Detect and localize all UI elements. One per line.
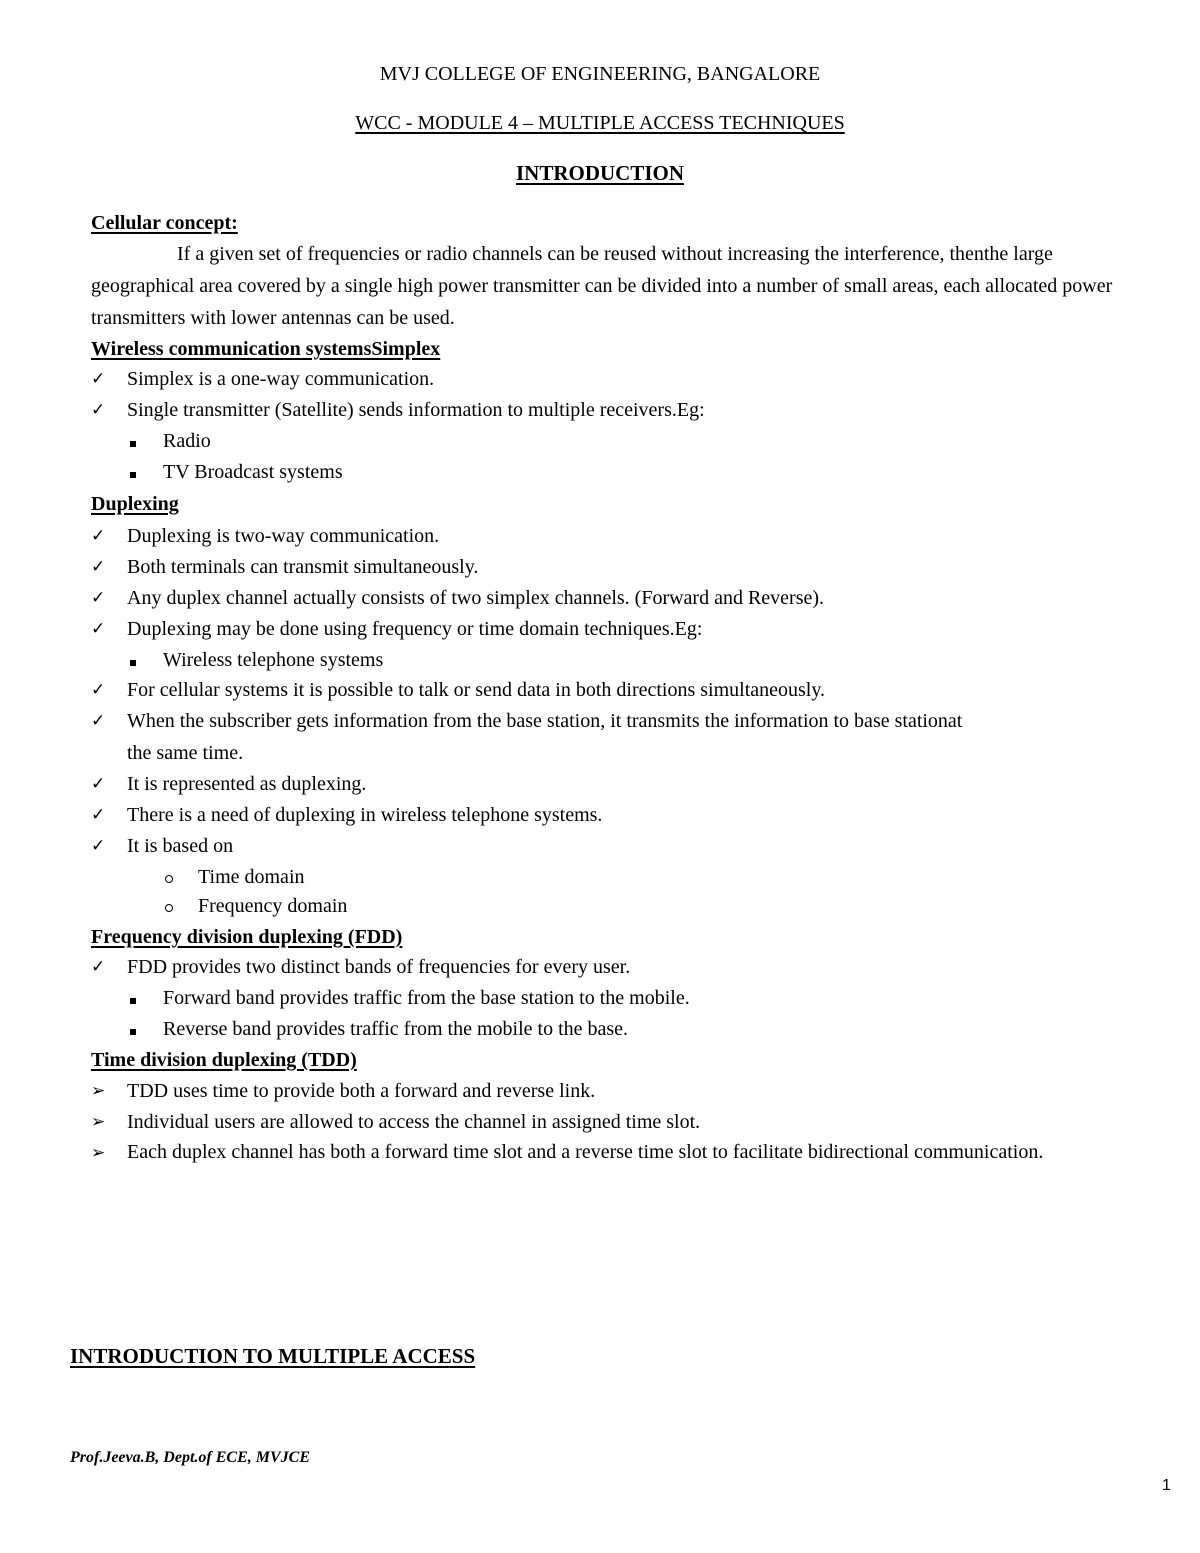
list-item-text: TV Broadcast systems [163, 461, 343, 483]
list-item-text: Any duplex channel actually consists of two simplex channels. (Forward and Reverse). [127, 587, 825, 609]
cellular-paragraph-text: If a given set of frequencies or radio channels can be reused without increasing the interference, thenthe large geographical area covered by a single high power transmitter can be divided into a number of small areas, each allocated power transmitters with lower antennas can be used. [91, 243, 1113, 329]
cellular-heading: Cellular concept: [91, 212, 238, 234]
check-mark-icon: ✓ [91, 711, 106, 731]
check-mark-icon: ✓ [91, 619, 106, 639]
module-title: WCC - MODULE 4 – MULTIPLE ACCESS TECHNIQUES [355, 112, 845, 134]
arrow-bullet-icon: ➢ [91, 1081, 106, 1101]
square-bullet-icon [130, 660, 136, 666]
college-name: MVJ COLLEGE OF ENGINEERING, BANGALORE [379, 63, 821, 85]
square-bullet-icon [130, 998, 136, 1004]
square-bullet-icon [130, 441, 136, 447]
list-item-text: Individual users are allowed to access the channel in assigned time slot. [127, 1111, 701, 1133]
list-item-text: TDD uses time to provide both a forward and reverse link. [127, 1080, 596, 1102]
cellular-paragraph [91, 238, 1159, 334]
list-item-text: Duplexing may be done using frequency or time domain techniques.Eg: [127, 618, 703, 640]
list-item-text: Radio [163, 430, 211, 452]
check-mark-icon: ✓ [91, 680, 106, 700]
check-mark-icon: ✓ [91, 805, 106, 825]
section-title: INTRODUCTION [515, 161, 685, 185]
check-mark-icon: ✓ [91, 400, 106, 420]
list-item-text: the same time. [127, 742, 244, 764]
tdd-heading: Time division duplexing (TDD) [91, 1049, 357, 1071]
list-item-text: For cellular systems it is possible to talk or send data in both directions simultaneously. [127, 679, 826, 701]
check-mark-icon: ✓ [91, 526, 106, 546]
page-number: 1 [1162, 1477, 1171, 1494]
list-item-text: Frequency domain [198, 895, 348, 917]
check-mark-icon: ✓ [91, 836, 106, 856]
check-mark-icon: ✓ [91, 557, 106, 577]
list-item-text: It is based on [127, 835, 234, 857]
list-item-text: Reverse band provides traffic from the mobile to the base. [163, 1018, 629, 1040]
square-bullet-icon [130, 472, 136, 478]
list-item-text: FDD provides two distinct bands of frequencies for every user. [127, 956, 631, 978]
list-item-text: Single transmitter (Satellite) sends information to multiple receivers.Eg: [127, 399, 705, 421]
list-item [91, 1141, 1109, 1168]
fdd-heading: Frequency division duplexing (FDD) [91, 926, 403, 948]
check-mark-icon: ✓ [91, 774, 106, 794]
arrow-bullet-icon: ➢ [91, 1112, 106, 1132]
list-item-text: Both terminals can transmit simultaneously. [127, 556, 479, 578]
arrow-bullet-icon: ➢ [91, 1143, 106, 1163]
circle-bullet-icon [165, 875, 173, 883]
list-item-text: Wireless telephone systems [163, 649, 384, 671]
list-item-text: Simplex is a one-way communication. [127, 368, 435, 390]
duplexing-heading: Duplexing [91, 493, 179, 515]
multiple-access-heading: INTRODUCTION TO MULTIPLE ACCESS [70, 1344, 476, 1368]
check-mark-icon: ✓ [91, 588, 106, 608]
square-bullet-icon [130, 1029, 136, 1035]
list-item-text: Time domain [198, 866, 305, 888]
check-mark-icon: ✓ [91, 957, 106, 977]
list-item-text: Duplexing is two-way communication. [127, 525, 440, 547]
list-item-text: It is represented as duplexing. [127, 773, 367, 795]
list-item-text: There is a need of duplexing in wireless telephone systems. [127, 804, 603, 826]
circle-bullet-icon [165, 904, 173, 912]
list-item-text: Each duplex channel has both a forward time slot and a reverse time slot to facilitate bidirectional communication. [127, 1141, 1044, 1163]
simplex-heading: Wireless communication systemsSimplex [91, 338, 441, 360]
list-item-text: Forward band provides traffic from the base station to the mobile. [163, 987, 690, 1009]
list-item-text: When the subscriber gets information from the base station, it transmits the information to base stationat [127, 710, 963, 732]
footer-author: Prof.Jeeva.B, Dept.of ECE, MVJCE [70, 1449, 310, 1466]
check-mark-icon: ✓ [91, 369, 106, 389]
